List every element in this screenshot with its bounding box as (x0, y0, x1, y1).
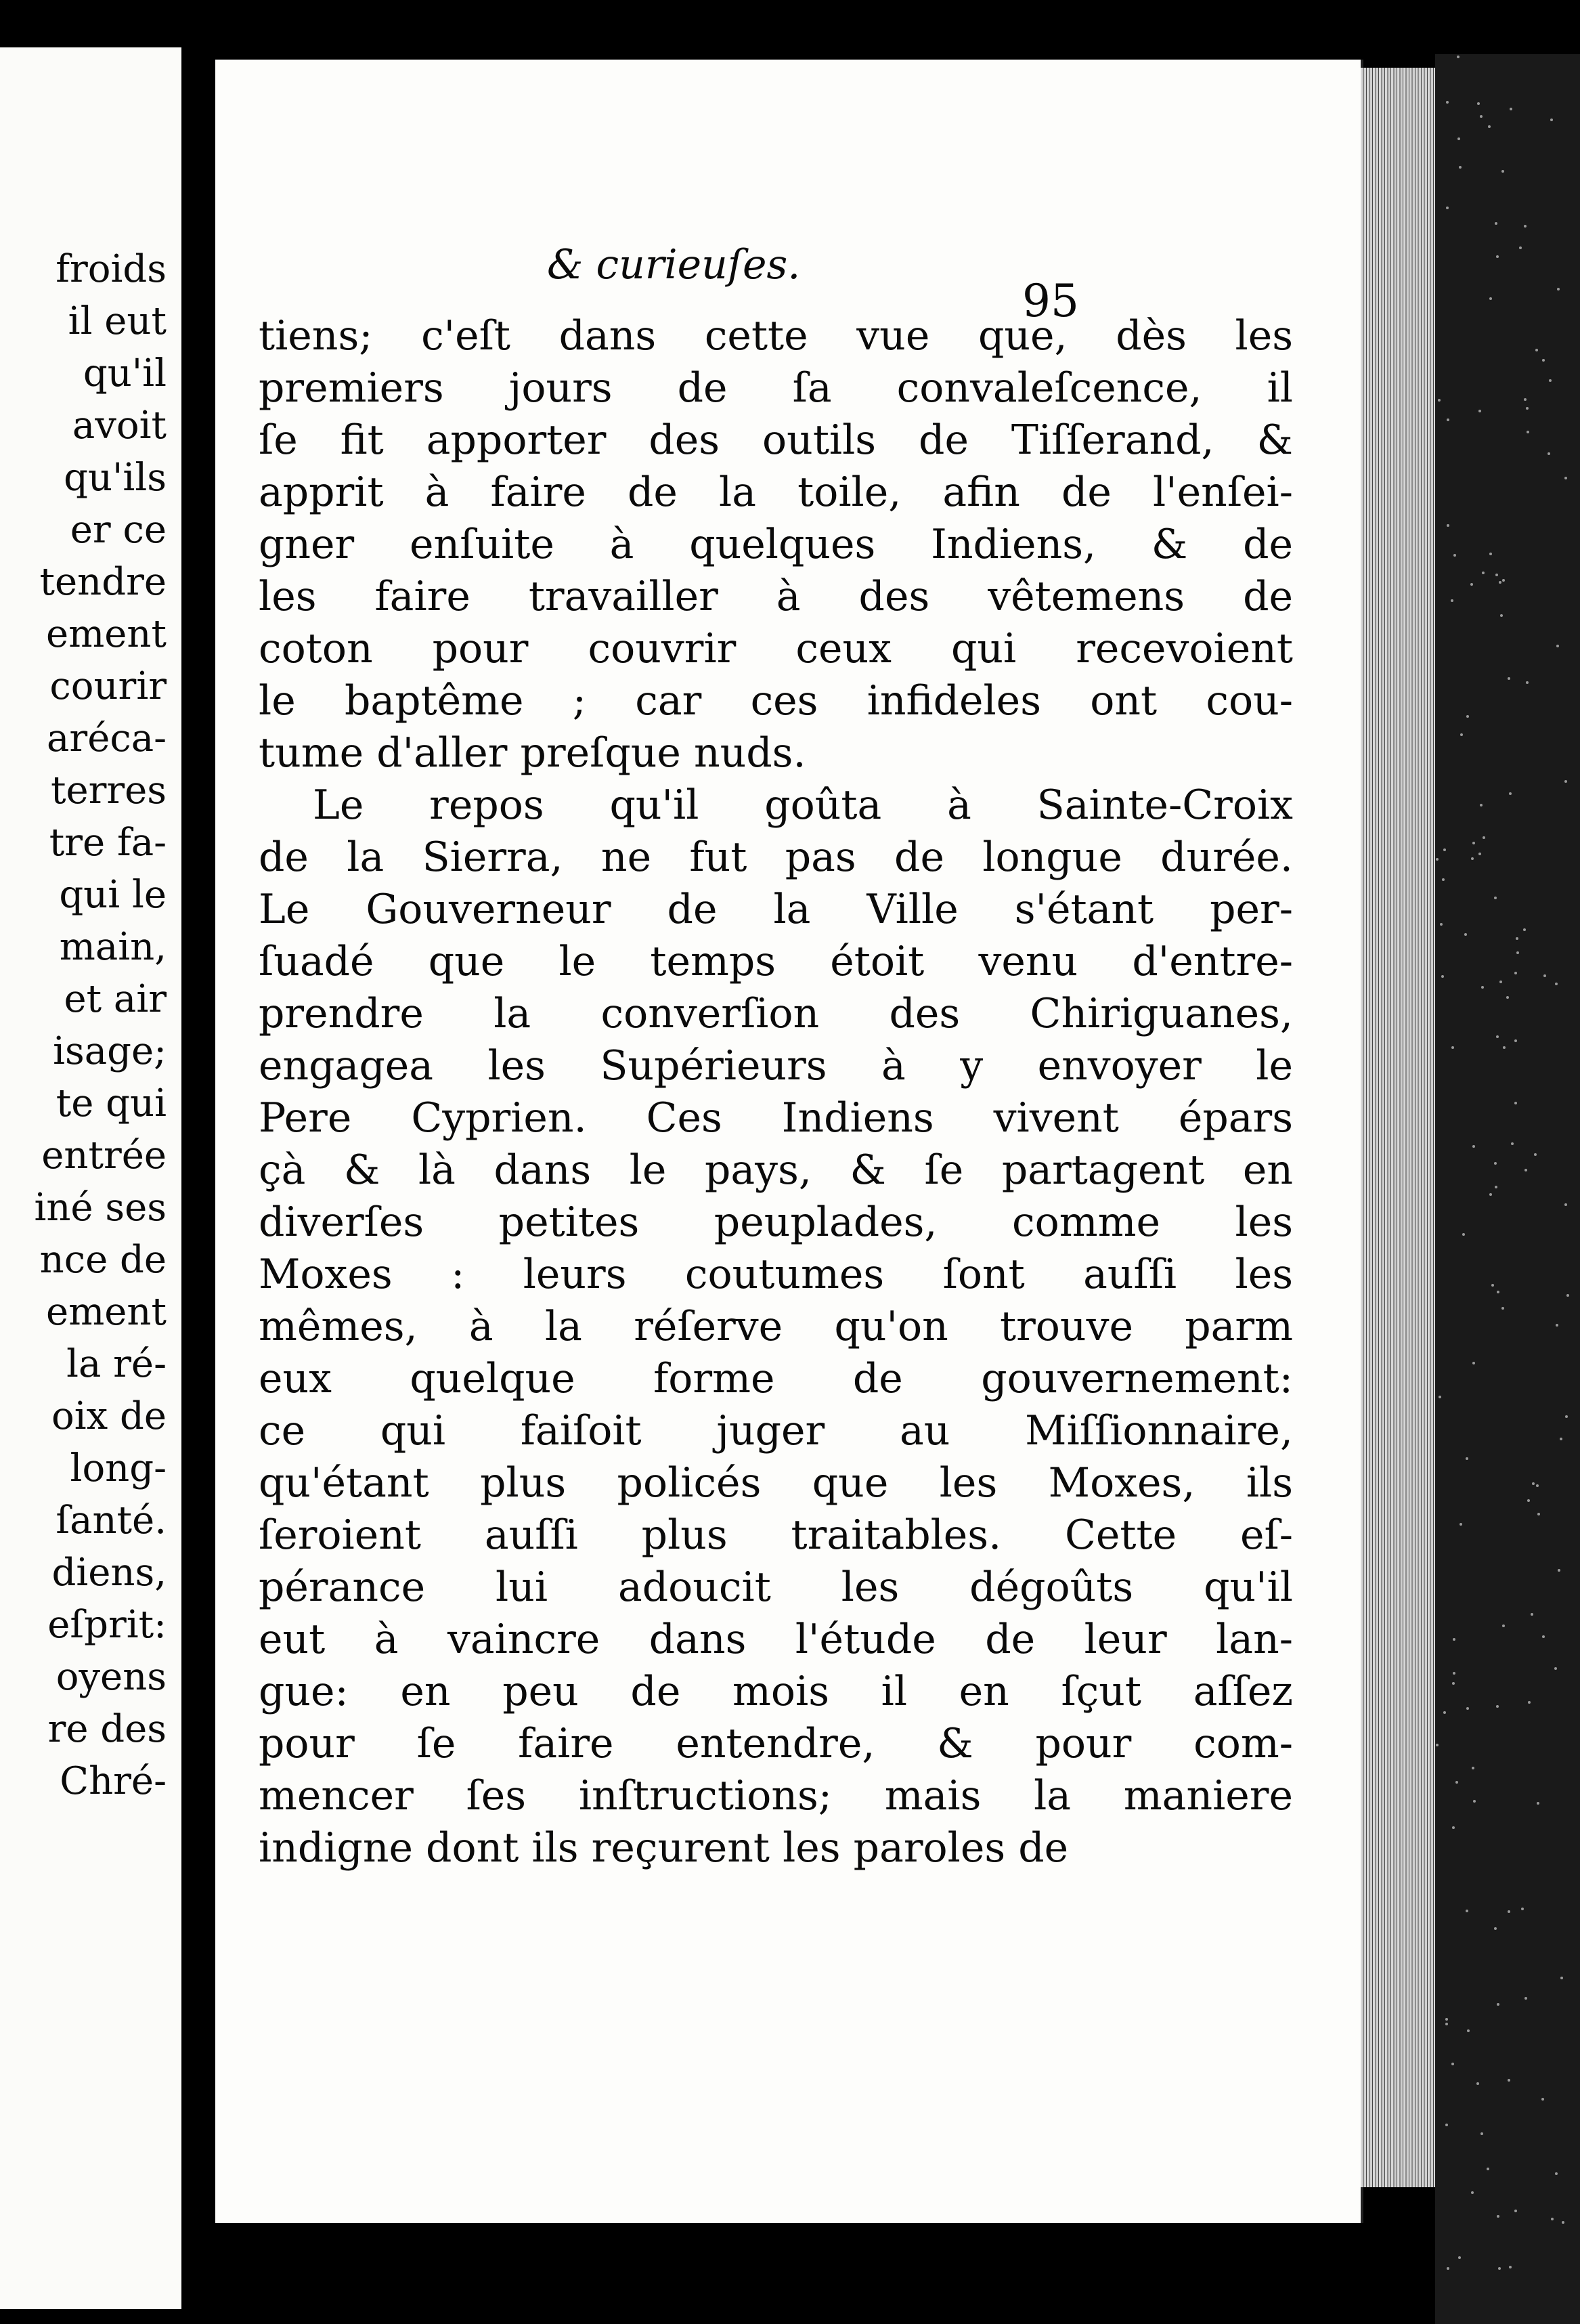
cover-speck (1471, 2191, 1474, 2194)
cover-speck (1509, 2266, 1512, 2268)
cover-speck (1467, 2029, 1470, 2032)
cover-speck (1494, 1162, 1497, 1165)
cover-speck (1508, 2079, 1510, 2082)
cover-speck (1524, 1997, 1527, 2000)
cover-speck (1483, 836, 1485, 839)
left-page-line: long- (70, 1446, 167, 1490)
cover-speck (1441, 975, 1444, 978)
cover-speck (1452, 1826, 1455, 1829)
cover-speck (1542, 359, 1545, 362)
cover-speck (1523, 928, 1526, 931)
cover-speck (1511, 1142, 1514, 1145)
cover-speck (1495, 222, 1497, 225)
text-line: çà & là dans le pays, & ſe partagent en (259, 1146, 1293, 1194)
cover-speck (1519, 246, 1522, 249)
cover-speck (1482, 572, 1485, 574)
cover-speck (1554, 1667, 1557, 1670)
text-line: mêmes, à la réſerve qu'on trouve parm (259, 1303, 1293, 1350)
cover-speck (1451, 599, 1453, 602)
text-line: tume d'aller preſque nuds. (259, 729, 806, 777)
cover-speck (1502, 1624, 1505, 1627)
book-cover-edge (1435, 54, 1580, 2324)
left-page-line: aréca- (47, 716, 167, 760)
cover-speck (1452, 1682, 1455, 1685)
cover-speck (1548, 452, 1550, 455)
left-page-line: ſanté. (56, 1499, 167, 1543)
cover-speck (1480, 804, 1483, 806)
previous-page-fragment (0, 47, 181, 2309)
cover-speck (1494, 897, 1497, 899)
cover-speck (1549, 379, 1552, 382)
cover-speck (1480, 115, 1483, 118)
text-line: pour ſe faire entendre, & pour com- (259, 1720, 1293, 1767)
cover-speck (1496, 1705, 1499, 1708)
text-line: engagea les Supérieurs à y envoyer le (259, 1042, 1293, 1090)
cover-speck (1489, 297, 1492, 300)
text-line: tiens; c'eſt dans cette vue que, dès les (259, 312, 1293, 360)
cover-speck (1476, 2082, 1479, 2085)
text-line: prendre la converſion des Chiriguanes, (259, 990, 1293, 1037)
cover-speck (1497, 2003, 1499, 2006)
cover-speck (1466, 1457, 1468, 1460)
cover-speck (1477, 102, 1480, 105)
cover-speck (1447, 418, 1449, 421)
cover-speck (1453, 1672, 1455, 1675)
left-page-line: iné ses (34, 1186, 167, 1230)
text-line: coton pour couvrir ceux qui recevoient (259, 625, 1293, 672)
left-page-line: re des (47, 1707, 167, 1751)
text-line: les faire travailler à des vêtemens de (259, 573, 1293, 620)
cover-speck (1453, 1638, 1455, 1641)
text-line: ſeroient auſſi plus traitables. Cette eſ- (259, 1511, 1293, 1559)
left-page-line: oix de (51, 1394, 167, 1438)
text-line: ſuadé que le temps étoit venu d'entre- (259, 938, 1293, 985)
cover-speck (1501, 170, 1504, 173)
cover-speck (1526, 407, 1529, 410)
running-head: & curieuſes. (547, 241, 801, 288)
cover-speck (1557, 288, 1560, 290)
cover-speck (1446, 207, 1449, 209)
cover-speck (1527, 431, 1529, 433)
text-line: le baptême ; car ces infideles ont cou- (259, 677, 1293, 725)
cover-speck (1524, 398, 1527, 401)
left-page-line: tre fa- (49, 821, 167, 865)
cover-speck (1495, 1186, 1497, 1188)
cover-speck (1500, 614, 1503, 617)
cover-speck (1516, 951, 1519, 954)
cover-speck (1497, 2215, 1499, 2218)
cover-speck (1501, 1307, 1504, 1310)
left-page-line: et air (64, 977, 167, 1021)
cover-speck (1472, 1362, 1475, 1364)
cover-speck (1537, 1802, 1539, 1805)
cover-speck (1491, 1284, 1494, 1287)
text-line: Le Gouverneur de la Ville s'étant per- (259, 886, 1293, 933)
left-page-line: isage; (53, 1029, 167, 1073)
cover-speck (1526, 681, 1529, 684)
cover-speck (1478, 853, 1481, 855)
cover-speck (1514, 2210, 1517, 2212)
cover-speck (1440, 923, 1443, 926)
text-line: Pere Cyprien. Ces Indiens vivent épars (259, 1094, 1293, 1142)
left-page-line: qu'ils (64, 456, 167, 500)
left-page-line: qu'il (83, 351, 167, 395)
cover-speck (1472, 1767, 1474, 1769)
left-page-line: courir (49, 664, 167, 708)
cover-speck (1556, 1324, 1558, 1327)
text-line: eut à vaincre dans l'étude de leur lan- (259, 1616, 1293, 1663)
cover-speck (1560, 1977, 1563, 1979)
cover-speck (1442, 878, 1445, 881)
text-line: qu'étant plus policés que les Moxes, ils (259, 1459, 1293, 1507)
cover-speck (1488, 125, 1491, 128)
left-page-line: entrée (41, 1134, 167, 1178)
cover-speck (1536, 1484, 1539, 1487)
cover-speck (1458, 2256, 1461, 2259)
cover-speck (1499, 981, 1502, 983)
cover-speck (1472, 842, 1475, 844)
cover-speck (1455, 1781, 1458, 1784)
cover-speck (1508, 1910, 1510, 1913)
cover-speck (1543, 974, 1546, 977)
cover-speck (1439, 1396, 1441, 1398)
cover-speck (1447, 524, 1449, 527)
cover-speck (1447, 2267, 1449, 2270)
cover-speck (1503, 1046, 1506, 1049)
text-line: ſe fit apporter des outils de Tiſſerand, & (259, 416, 1293, 464)
cover-speck (1487, 2168, 1489, 2170)
book-page (215, 60, 1363, 2223)
cover-speck (1506, 996, 1509, 999)
cover-speck (1445, 2023, 1448, 2025)
cover-speck (1560, 1438, 1562, 1440)
cover-speck (1555, 2172, 1558, 2175)
left-page-line: main, (59, 925, 167, 969)
cover-speck (1496, 255, 1499, 258)
text-line: gner enſuite à quelques Indiens, & de (259, 521, 1293, 568)
left-page-line: terres (50, 769, 167, 813)
cover-speck (1473, 1800, 1476, 1803)
body-text (259, 310, 1293, 1874)
cover-speck (1471, 857, 1474, 860)
left-page-line: er ce (70, 508, 167, 552)
cover-speck (1509, 792, 1512, 795)
cover-speck (1480, 2132, 1483, 2135)
text-line: pérance lui adoucit les dégoûts qu'il (259, 1564, 1293, 1611)
cover-speck (1497, 1291, 1499, 1293)
cover-speck (1516, 937, 1518, 940)
cover-speck (1555, 983, 1558, 985)
cover-speck (1462, 1233, 1465, 1236)
cover-speck (1521, 1908, 1524, 1910)
cover-speck (1446, 101, 1449, 104)
cover-speck (1451, 2063, 1454, 2065)
cover-speck (1528, 1701, 1531, 1704)
cover-speck (1472, 1145, 1475, 1148)
cover-speck (1532, 1482, 1535, 1485)
cover-speck (1443, 848, 1446, 851)
cover-speck (1534, 1153, 1537, 1156)
left-page-line: diens, (51, 1551, 167, 1595)
cover-speck (1459, 166, 1462, 169)
cover-speck (1524, 1169, 1527, 1171)
page-edges (1361, 68, 1435, 2187)
cover-speck (1542, 1635, 1545, 1638)
cover-speck (1508, 677, 1510, 680)
cover-speck (1550, 119, 1553, 121)
cover-speck (1436, 1744, 1439, 1746)
cover-speck (1502, 579, 1505, 582)
cover-speck (1489, 553, 1492, 555)
cover-speck (1566, 1294, 1569, 1297)
text-line: eux quelque forme de gouvernement: (259, 1355, 1293, 1402)
cover-speck (1466, 715, 1469, 718)
text-line: mencer ſes inſtructions; mais la maniere (259, 1772, 1293, 1820)
cover-speck (1464, 933, 1467, 936)
left-page-line: ement (46, 612, 167, 656)
cover-speck (1436, 858, 1439, 861)
cover-speck (1466, 1707, 1469, 1710)
cover-speck (1466, 1910, 1468, 1912)
text-line: ce qui faiſoit juger au Miſſionnaire, (259, 1407, 1293, 1455)
cover-speck (1445, 2124, 1448, 2126)
page-number: 95 (1022, 275, 1079, 327)
cover-speck (1564, 780, 1567, 783)
cover-speck (1457, 137, 1460, 140)
left-page-line: Chré- (60, 1759, 167, 1803)
cover-speck (1537, 1513, 1540, 1515)
cover-speck (1564, 477, 1567, 479)
cover-speck (1451, 1046, 1454, 1049)
cover-speck (1457, 56, 1460, 58)
cover-speck (1564, 1203, 1567, 1206)
cover-speck (1470, 583, 1473, 586)
cover-speck (1514, 1039, 1517, 1042)
left-page-line: tendre (39, 560, 167, 604)
cover-speck (1443, 1711, 1446, 1714)
text-line: Le repos qu'il goûta à Sainte-Croix (313, 781, 1293, 829)
left-page-line: nce de (39, 1238, 167, 1282)
cover-speck (1481, 986, 1484, 989)
cover-speck (1514, 972, 1517, 974)
text-line: de la Sierra, ne fut pas de longue durée. (259, 834, 1293, 881)
cover-speck (1565, 1415, 1568, 1418)
cover-speck (1531, 1613, 1533, 1616)
cover-speck (1438, 399, 1441, 402)
cover-speck (1498, 2267, 1501, 2270)
text-line: apprit à faire de la toile, afin de l'enſei- (259, 469, 1293, 516)
cover-speck (1495, 574, 1498, 576)
cover-speck (1460, 1523, 1462, 1526)
cover-speck (1541, 2098, 1544, 2101)
cover-speck (1499, 581, 1501, 584)
cover-speck (1524, 225, 1527, 228)
cover-speck (1562, 2221, 1564, 2224)
cover-speck (1551, 2218, 1554, 2220)
left-page-line: la ré- (66, 1342, 167, 1386)
left-page-line: froids (56, 247, 167, 291)
cover-speck (1527, 1499, 1530, 1502)
left-page-line: qui le (59, 873, 167, 917)
cover-speck (1556, 645, 1559, 647)
cover-speck (1558, 1569, 1560, 1572)
cover-speck (1510, 108, 1512, 110)
cover-speck (1453, 554, 1456, 557)
text-line: gue: en peu de mois il en ſçut aſſez (259, 1668, 1293, 1715)
text-line: Moxes : leurs coutumes ſont auſſi les (259, 1251, 1293, 1298)
left-page-line: eſprit: (47, 1603, 167, 1647)
left-page-line: oyens (56, 1655, 167, 1699)
text-line: premiers jours de ſa convaleſcence, il (259, 364, 1293, 412)
left-page-line: il eut (68, 299, 167, 343)
cover-speck (1460, 733, 1463, 736)
cover-speck (1478, 410, 1481, 412)
cover-speck (1496, 1035, 1499, 1038)
left-page-line: ement (46, 1290, 167, 1334)
text-line: indigne dont ils reçurent les paroles de (259, 1824, 1069, 1872)
cover-speck (1489, 1193, 1492, 1196)
cover-speck (1535, 349, 1538, 351)
cover-speck (1514, 1102, 1517, 1104)
left-page-line: te qui (56, 1081, 167, 1125)
cover-speck (1445, 2018, 1448, 2021)
text-line: diverſes petites peuplades, comme les (259, 1199, 1293, 1246)
cover-speck (1494, 1927, 1497, 1930)
left-page-line: avoit (72, 404, 167, 448)
